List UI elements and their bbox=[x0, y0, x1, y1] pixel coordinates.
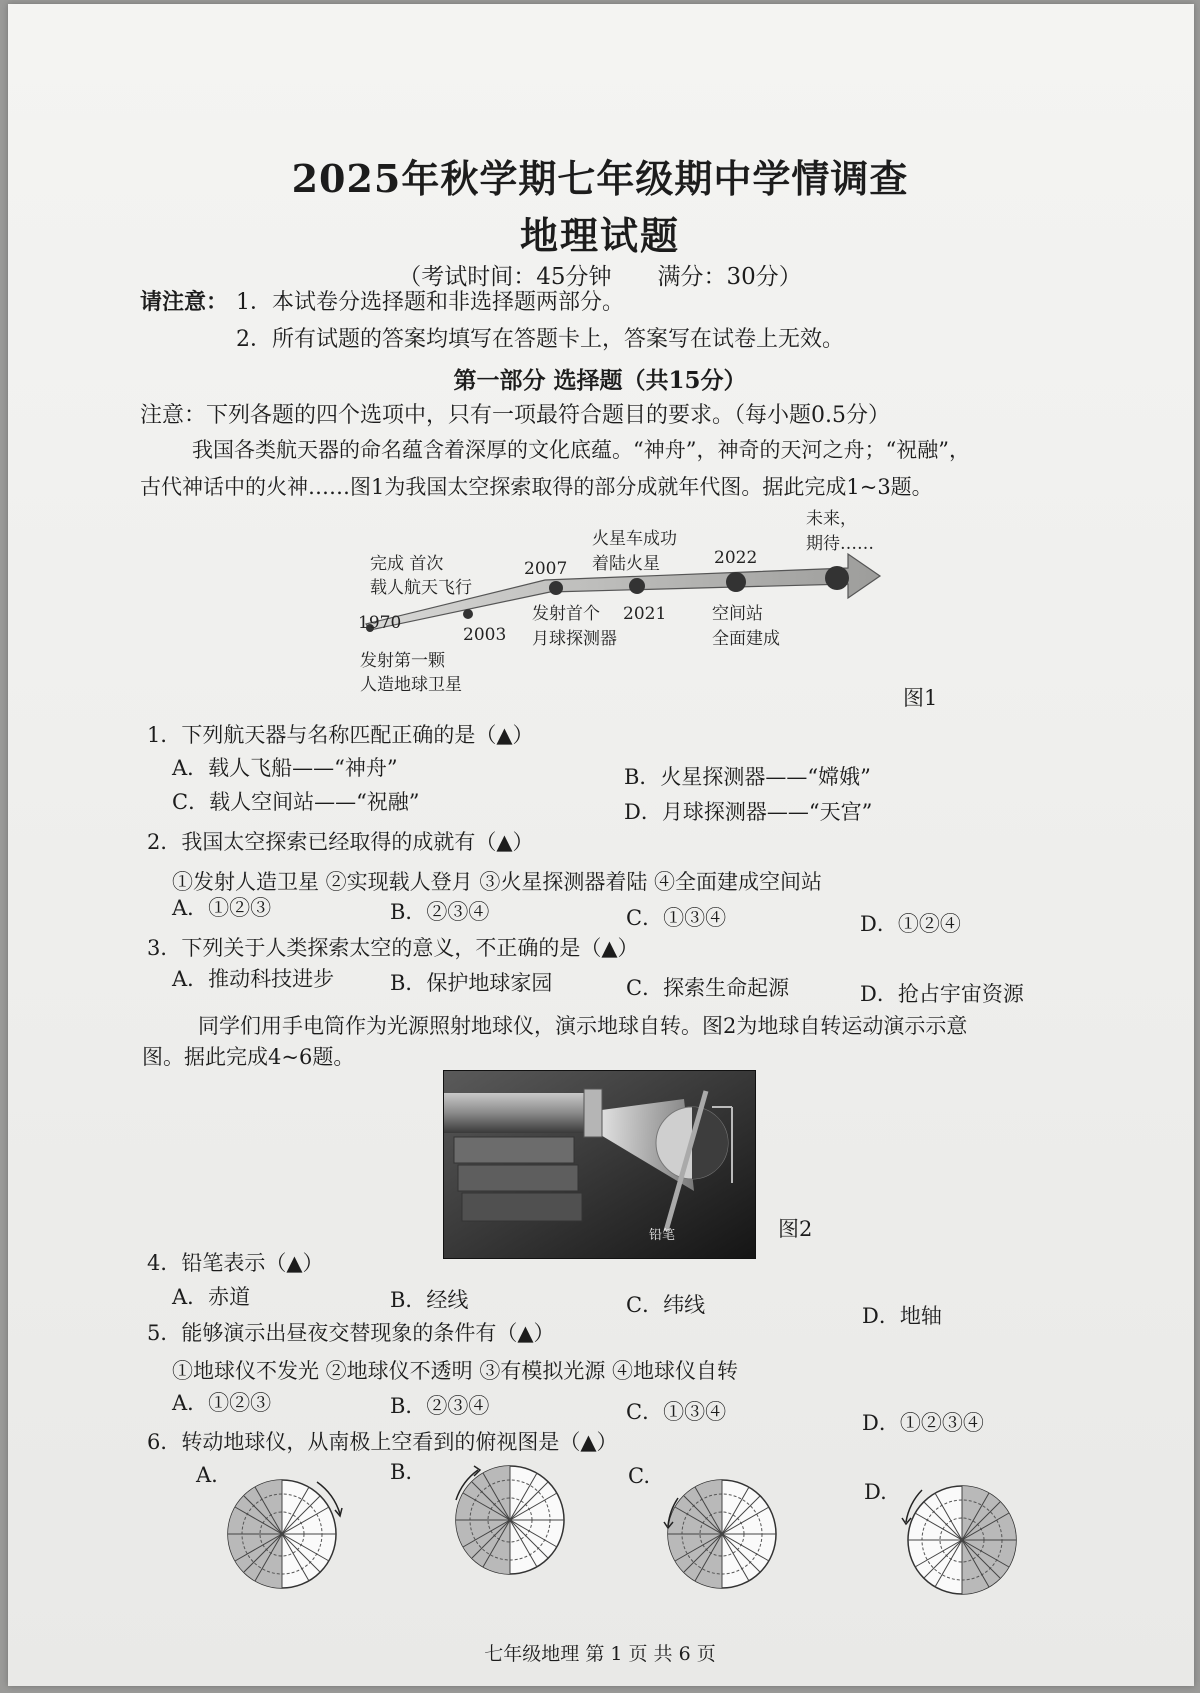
q5-option-a: A．①②③ bbox=[172, 1391, 272, 1415]
figure-1-caption: 图1 bbox=[903, 686, 938, 710]
q5-option-c: C．①③④ bbox=[626, 1400, 727, 1424]
q5-stem: 5．能够演示出昼夜交替现象的条件有（▲） bbox=[147, 1321, 555, 1345]
exam-subject-title: 地理试题 bbox=[519, 213, 680, 258]
q5-items: ①地球仪不发光 ②地球仪不透明 ③有模拟光源 ④地球仪自转 bbox=[172, 1359, 739, 1383]
timeline-event-2007-b: 月球探测器 bbox=[532, 629, 617, 649]
q6-option-b-label: B. bbox=[390, 1460, 413, 1484]
passage-2-line-1: 同学们用手电筒作为光源照射地球仪，演示地球自转。图2为地球自转运动演示示意 bbox=[198, 1014, 968, 1038]
timeline-future-a: 未来， bbox=[806, 509, 857, 529]
figure-2-caption: 图2 bbox=[778, 1217, 813, 1241]
q6-option-d-globe bbox=[900, 1478, 1025, 1603]
q1-option-c: C．载人空间站——“祝融” bbox=[172, 790, 420, 814]
timeline-year-1970: 1970 bbox=[358, 613, 402, 633]
q4-option-c: C．纬线 bbox=[626, 1293, 706, 1317]
q1-stem: 1．下列航天器与名称匹配正确的是（▲） bbox=[147, 723, 534, 747]
timeline-year-2021: 2021 bbox=[623, 604, 667, 624]
q6-option-b-globe bbox=[448, 1456, 573, 1581]
pencil-label: 铅笔 bbox=[649, 1228, 676, 1243]
timeline-event-1970-b: 人造地球卫星 bbox=[360, 675, 462, 695]
q4-option-b: B．经线 bbox=[390, 1288, 469, 1312]
timeline-event-2021-b: 着陆火星 bbox=[592, 554, 660, 574]
passage-2-line-2: 图。据此完成4~6题。 bbox=[142, 1045, 355, 1069]
timeline-year-2003: 2003 bbox=[463, 625, 507, 645]
exam-title: 2025年秋学期七年级期中学情调查 bbox=[291, 156, 909, 201]
q4-option-d: D．地轴 bbox=[862, 1304, 942, 1328]
q6-option-c-label: C. bbox=[628, 1464, 650, 1488]
q1-option-a: A．载人飞船——“神舟” bbox=[172, 756, 398, 780]
timeline-point-2007 bbox=[549, 581, 563, 595]
flashlight-globe-illustration bbox=[444, 1071, 755, 1258]
section-note: 注意：下列各题的四个选项中，只有一项最符合题目的要求。（每小题0.5分） bbox=[140, 403, 890, 428]
q3-option-a: A．推动科技进步 bbox=[172, 967, 335, 991]
q6-option-a-label: A. bbox=[196, 1463, 218, 1487]
timeline-event-2003-a: 完成 首次 bbox=[370, 554, 444, 574]
page-footer: 七年级地理 第 1 页 共 6 页 bbox=[484, 1643, 716, 1665]
timeline-year-2022: 2022 bbox=[714, 548, 758, 568]
timeline-event-2007-a: 发射首个 bbox=[532, 604, 600, 624]
q3-option-c: C．探索生命起源 bbox=[626, 976, 790, 1000]
q6-option-d-label: D. bbox=[864, 1480, 887, 1504]
q2-option-d: D．①②④ bbox=[860, 912, 961, 936]
figure-2-photo bbox=[443, 1070, 756, 1259]
passage-1-line-2: 古代神话中的火神……图1为我国太空探索取得的部分成就年代图。据此完成1~3题。 bbox=[140, 475, 933, 499]
q2-option-a: A．①②③ bbox=[172, 896, 272, 920]
notice-item-2: 2．所有试题的答案均填写在答题卡上，答案写在试卷上无效。 bbox=[236, 327, 844, 352]
exam-info: （考试时间：45分钟 满分：30分） bbox=[398, 264, 802, 290]
section-title: 第一部分 选择题（共15分） bbox=[453, 367, 747, 394]
timeline-point-future bbox=[825, 566, 849, 590]
q6-option-a-globe bbox=[222, 1468, 347, 1593]
q2-items: ①发射人造卫星 ②实现载人登月 ③火星探测器着陆 ④全面建成空间站 bbox=[172, 870, 823, 894]
timeline-point-2021 bbox=[629, 578, 645, 594]
q3-stem: 3．下列关于人类探索太空的意义，不正确的是（▲） bbox=[147, 936, 639, 960]
q5-option-d: D．①②③④ bbox=[862, 1411, 984, 1435]
timeline-point-2003 bbox=[463, 609, 473, 619]
timeline-event-2022-a: 空间站 bbox=[712, 604, 763, 624]
timeline-event-2003-b: 载人航天飞行 bbox=[370, 578, 472, 598]
q3-option-d: D．抢占宇宙资源 bbox=[860, 982, 1024, 1006]
q5-option-b: B．②③④ bbox=[390, 1394, 490, 1418]
q6-stem: 6．转动地球仪，从南极上空看到的俯视图是（▲） bbox=[147, 1430, 618, 1454]
timeline-year-2007: 2007 bbox=[524, 559, 568, 579]
notice-label: 请注意： bbox=[140, 289, 229, 315]
q4-stem: 4．铅笔表示（▲） bbox=[147, 1251, 324, 1275]
notice-item-1: 1．本试卷分选择题和非选择题两部分。 bbox=[236, 290, 624, 315]
q1-option-b: B．火星探测器——“嫦娥” bbox=[624, 765, 871, 789]
timeline-event-1970-a: 发射第一颗 bbox=[360, 651, 445, 671]
q6-option-c-globe bbox=[660, 1468, 785, 1593]
timeline-event-2022-b: 全面建成 bbox=[712, 629, 780, 649]
q2-option-c: C．①③④ bbox=[626, 906, 727, 930]
passage-1-line-1: 我国各类航天器的命名蕴含着深厚的文化底蕴。“神舟”，神奇的天河之舟；“祝融”， bbox=[192, 438, 970, 462]
q2-option-b: B．②③④ bbox=[390, 900, 490, 924]
q2-stem: 2．我国太空探索已经取得的成就有（▲） bbox=[147, 830, 534, 854]
timeline-event-2021-a: 火星车成功 bbox=[592, 529, 677, 549]
timeline-point-2022 bbox=[726, 572, 746, 592]
q4-option-a: A．赤道 bbox=[172, 1285, 251, 1309]
timeline-future-b: 期待…… bbox=[806, 534, 874, 554]
q3-option-b: B．保护地球家园 bbox=[390, 971, 553, 995]
q1-option-d: D．月球探测器——“天宫” bbox=[624, 800, 873, 824]
